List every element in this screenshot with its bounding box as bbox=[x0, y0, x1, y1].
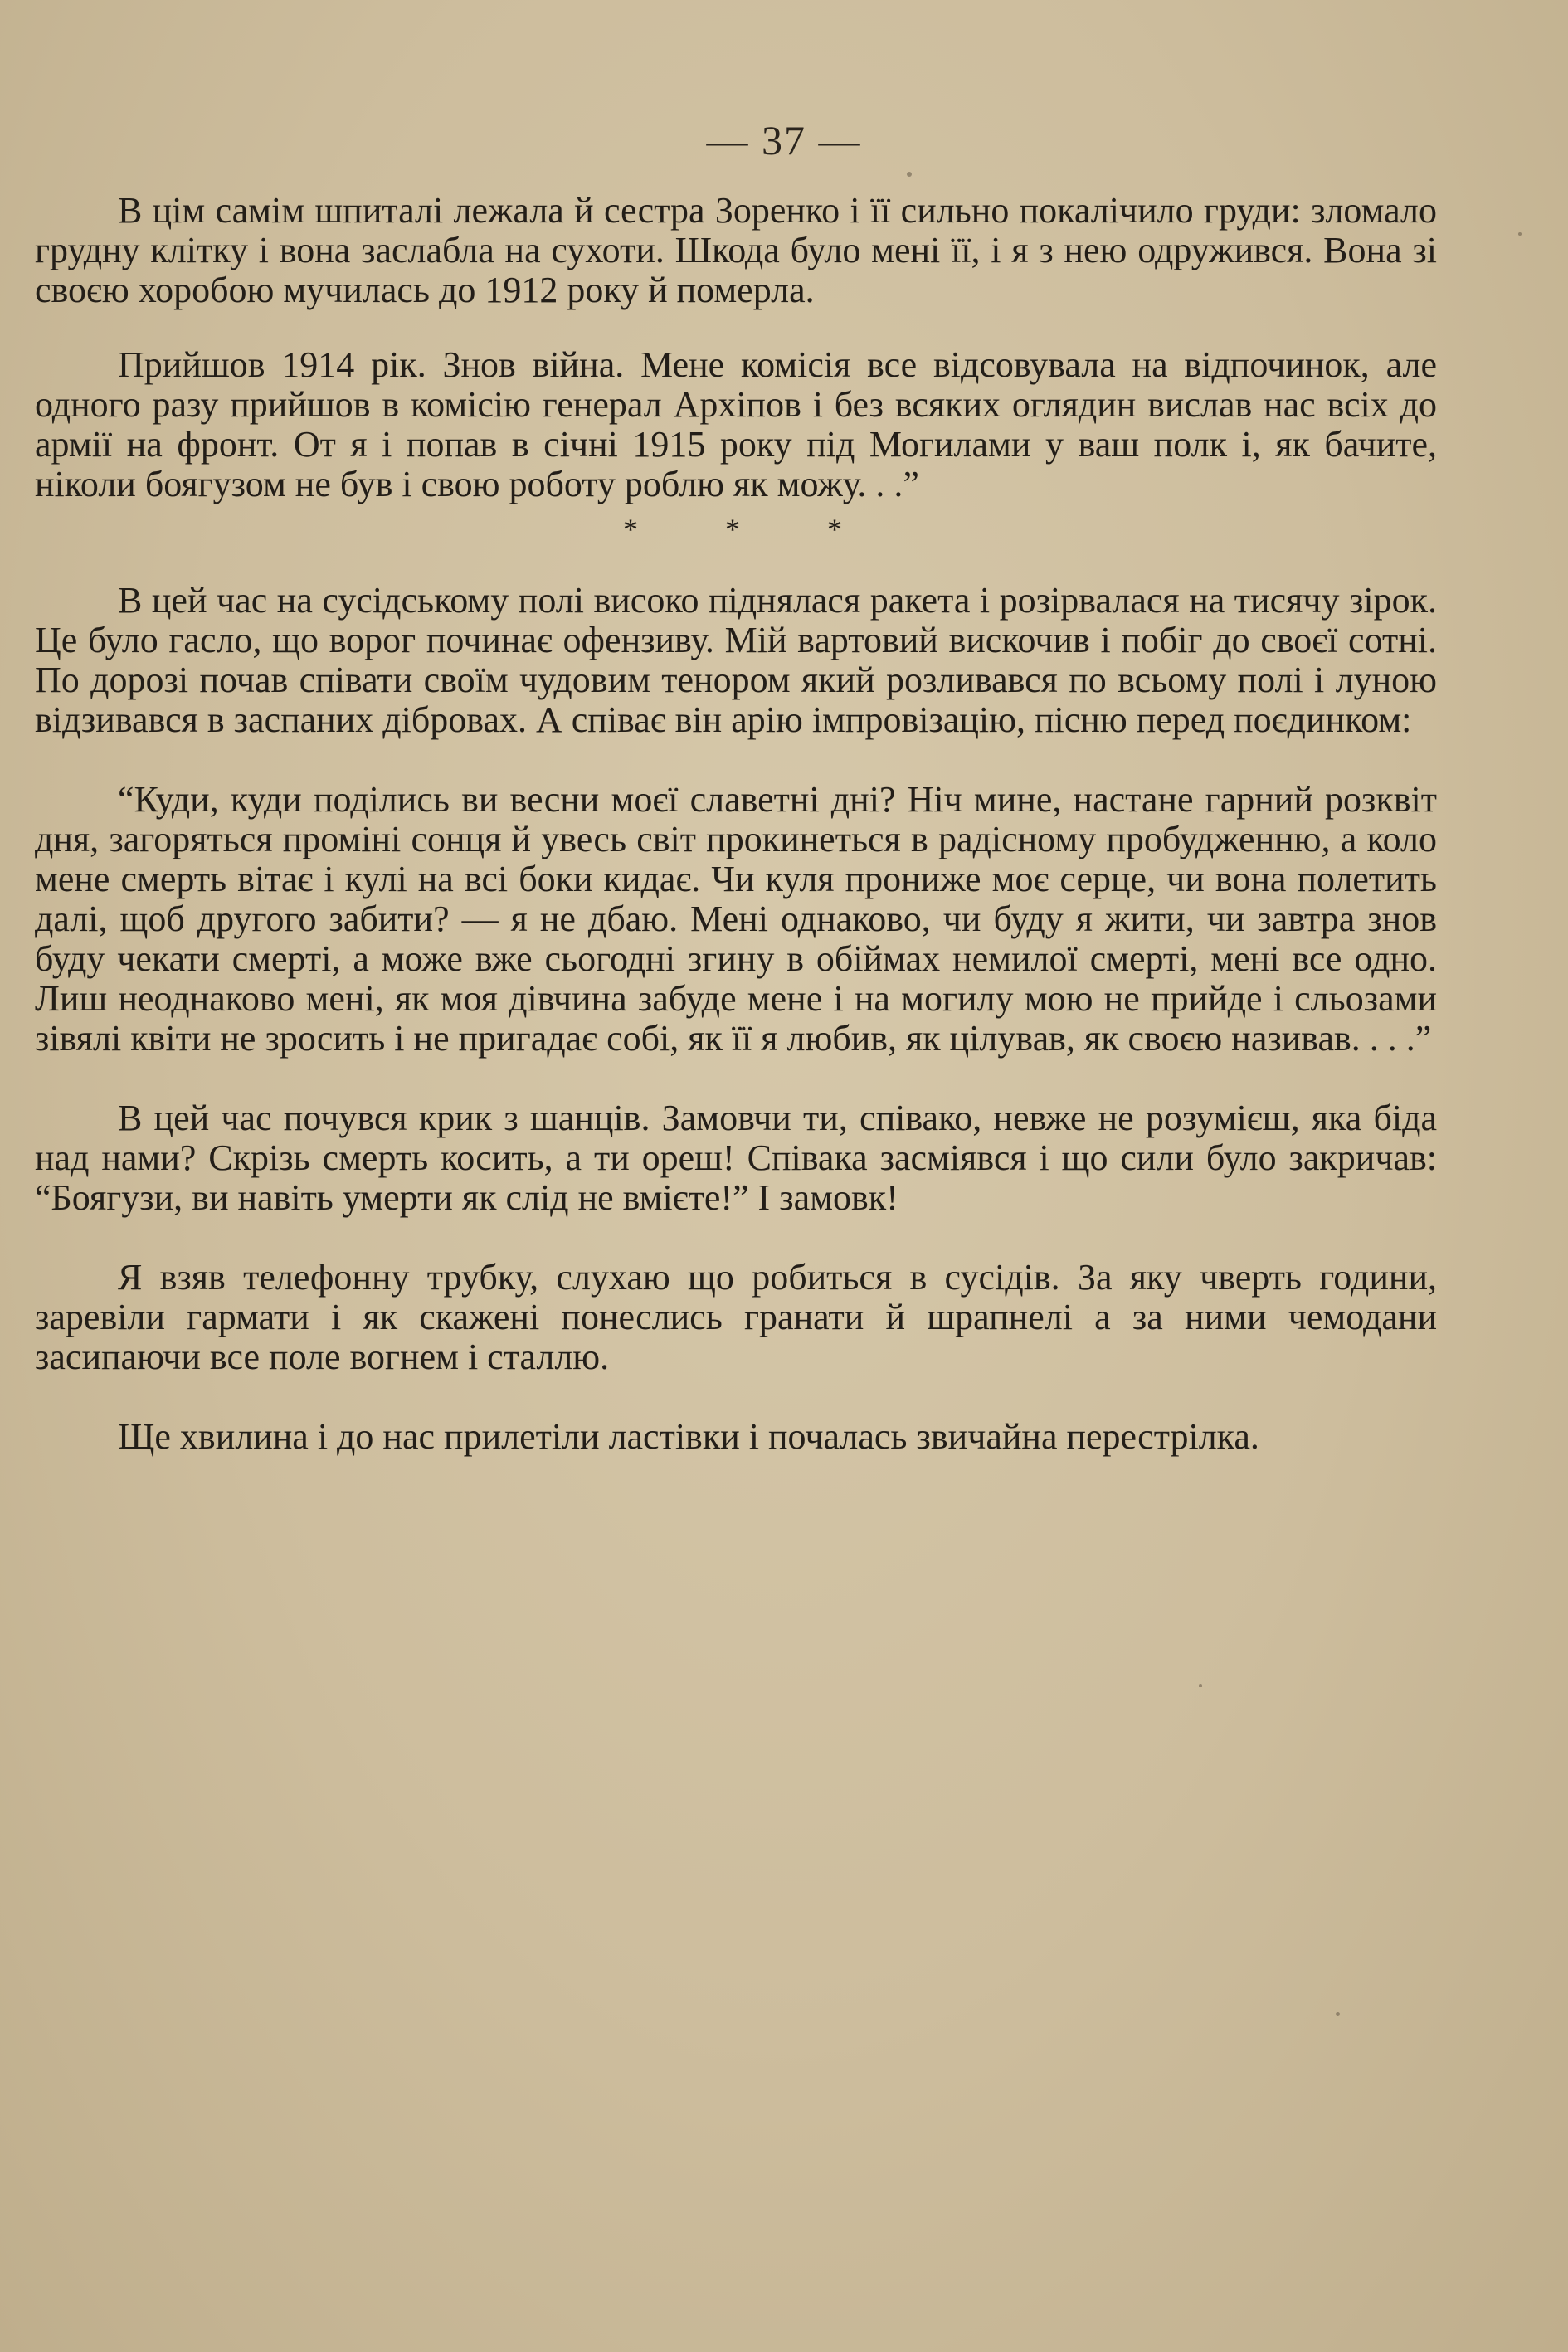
paper-speck bbox=[1199, 1684, 1202, 1687]
paragraph-6: Я взяв телефонну трубку, слухаю що робиться в сусідів. За яку чверть години, заревіли гармати і як скажені понеслись гранати й шрапнелі а за ними чемодани засипаючи все поле вогнем і сталлю. bbox=[35, 1257, 1437, 1377]
section-separator: * * * bbox=[623, 513, 882, 546]
paper-speck bbox=[1336, 2012, 1340, 2016]
paragraph-7: Ще хвилина і до нас прилетіли ластівки і почалась звичайна перестрілка. bbox=[118, 1416, 1259, 1457]
body-text bbox=[35, 191, 1437, 1497]
page-number: — 37 — bbox=[706, 117, 862, 163]
paragraph-4-song: “Куди, куди поділись ви весни моєї славетні дні? Ніч мине, настане гарний розквіт дня, загоряться проміні сонця й увесь світ прокинеться в радісному пробудженню, а коло мене смерть вітає і кулі на всі боки кидає. Чи куля прониже моє серце, чи вона полетить далі, щоб другого забити? — я не дбаю. Мені однаково, чи буду я жити, чи завтра знов буду чекати смерті, а може вже сьогодні згину в обіймах немилої смерті, мені все одно. Лиш неоднаково мені, як моя дівчина забуде мене і на могилу мою не прийде і сльозами зівялі квіти не зросить і не пригадає собі, як її я любив, як цілував, як своєю називав. . . .” bbox=[35, 779, 1437, 1059]
paragraph-1: В цім самім шпиталі лежала й сестра Зоренко і її сильно покалічило груди: зломало грудну клітку і вона заслабла на сухоти. Шкода було мені її, і я з нею одружився. Вона зі своєю хоробою мучилась до 1912 року й померла. bbox=[35, 190, 1437, 310]
paragraph-2: Прийшов 1914 рік. Знов війна. Мене комісія все відсовувала на відпочинок, але одного разу прийшов в комісію генерал Архіпов і без всяких оглядин вислав нас всіх до армії на фронт. От я і попав в січні 1915 року під Могилами у ваш полк і, як бачите, ніколи боягузом не був і свою роботу роблю як можу. . .” bbox=[35, 344, 1437, 504]
paper-speck bbox=[907, 172, 912, 177]
paper-speck bbox=[1518, 232, 1522, 236]
paragraph-5: В цей час почувся крик з шанців. Замовчи ти, співако, невже не розумієш, яка біда над нами? Скрізь смерть косить, а ти ореш! Співака засміявся і що сили було закричав: “Боягузи, ви навіть умерти як слід не вмієте!” І замовк! bbox=[35, 1098, 1437, 1218]
paragraph-3: В цей час на сусідському полі високо піднялася ракета і розірвалася на тисячу зірок. Це було гасло, що ворог починає офензиву. Мій вартовий вискочив і побіг до своєї сотні. По дорозі почав співати своїм чудовим тенором який розливався по всьому полі і луною відзивався в заспаних дібровах. А співає він арію імпровізацію, пісню перед поєдинком: bbox=[35, 580, 1437, 740]
